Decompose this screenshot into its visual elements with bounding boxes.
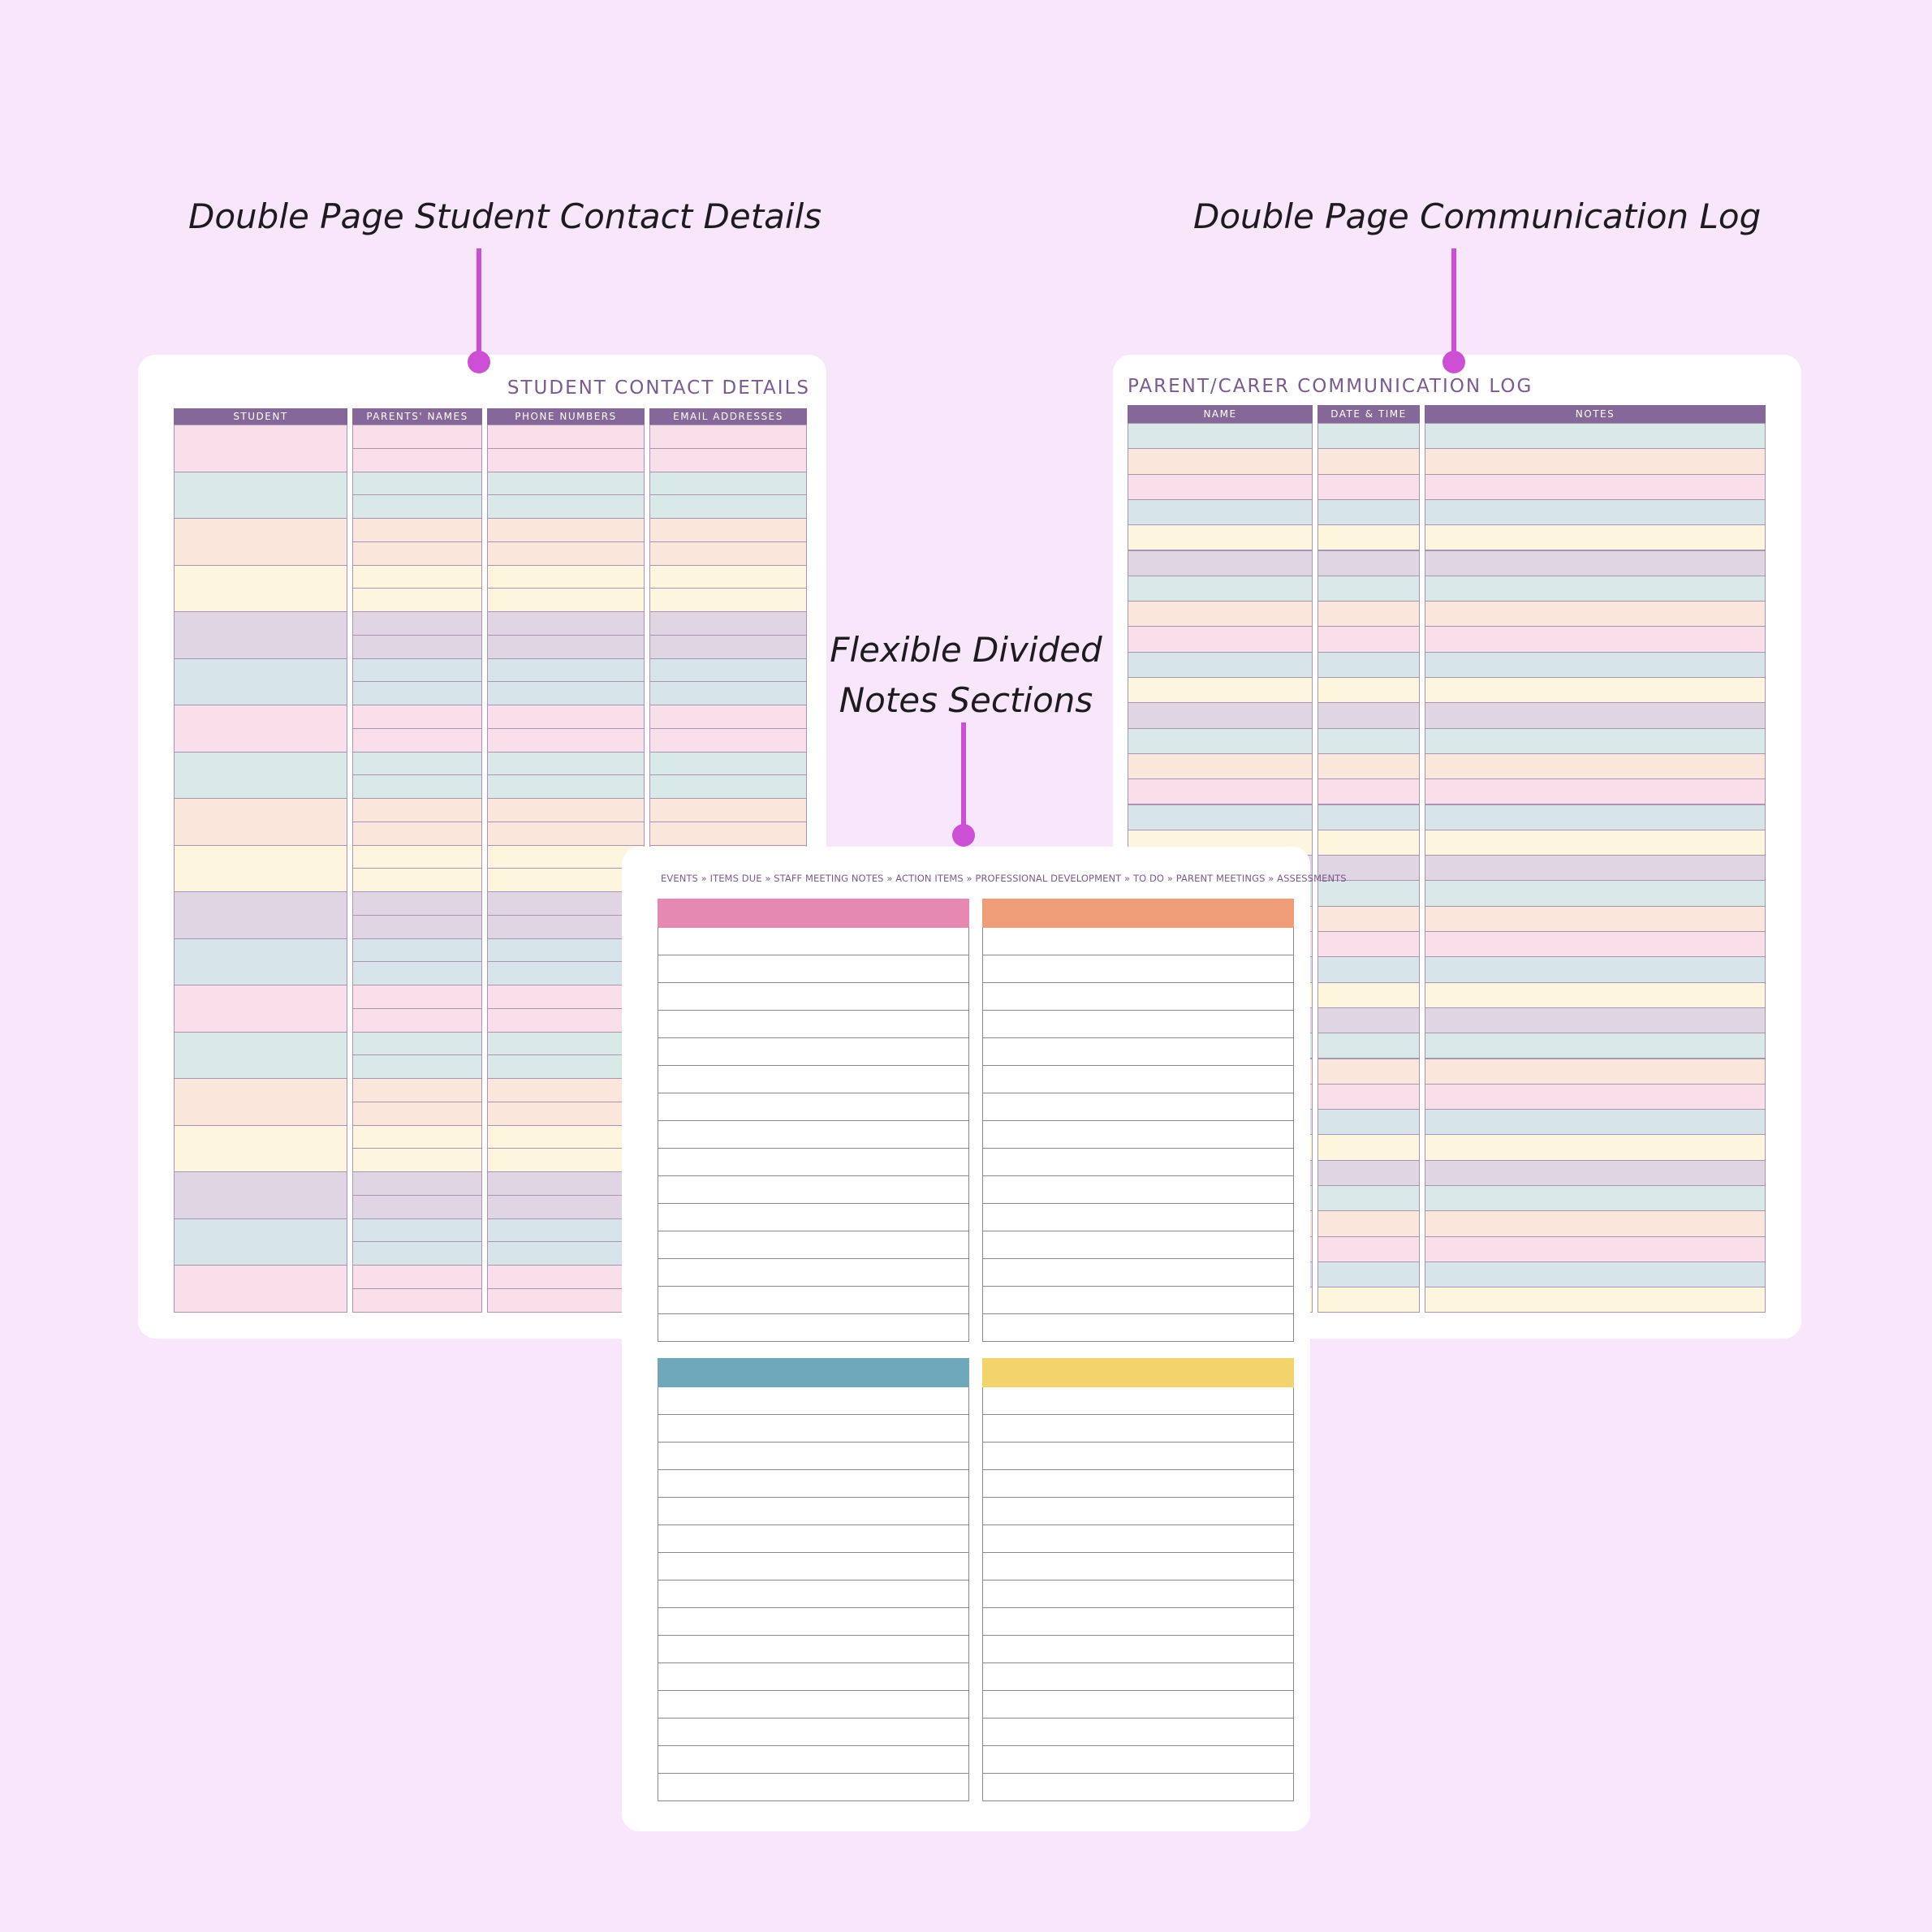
note-line (982, 1204, 1294, 1231)
log-cell (1425, 626, 1766, 652)
contact-cell (352, 961, 482, 985)
contact-cell (487, 472, 645, 496)
log-cell (1425, 524, 1766, 550)
log-cell (1317, 1033, 1420, 1059)
note-line (658, 1011, 969, 1038)
contact-cell (352, 728, 482, 753)
notes-section-tags: EVENTS » ITEMS DUE » STAFF MEETING NOTES » ACTION ITEMS » PROFESSIONAL DEVELOPMENT » TO DO » PARENT MEETINGS » ASSESSMENTS (661, 873, 1347, 884)
student-cell (174, 518, 347, 566)
log-cell (1317, 804, 1420, 830)
log-cell (1425, 423, 1766, 449)
log-cell (1128, 448, 1313, 474)
contact-cell (487, 705, 645, 729)
log-cell (1317, 1134, 1420, 1160)
log-cell (1317, 448, 1420, 474)
column-header: PHONE NUMBERS (487, 408, 645, 425)
student-col-0 (174, 408, 347, 1312)
log-cell (1425, 982, 1766, 1008)
note-line (658, 1636, 969, 1663)
contact-cell (352, 985, 482, 1009)
contact-cell (487, 961, 645, 985)
note-line (658, 1093, 969, 1121)
contact-cell (487, 1008, 645, 1033)
log-cell (1317, 982, 1420, 1008)
pointer-line-notes (961, 722, 966, 834)
log-cell (1128, 804, 1313, 830)
student-cell (174, 658, 347, 706)
student-cell (174, 705, 347, 753)
log-cell (1128, 677, 1313, 703)
contact-cell (649, 541, 807, 566)
log-cell (1425, 778, 1766, 804)
log-cell (1425, 753, 1766, 779)
student-col-1 (352, 408, 482, 1312)
notes-section-1 (658, 899, 969, 1342)
log-cell (1425, 1007, 1766, 1033)
note-line (658, 1691, 969, 1719)
contact-cell (352, 472, 482, 496)
log-cell (1425, 1160, 1766, 1186)
student-cell (174, 425, 347, 472)
log-cell (1425, 550, 1766, 576)
note-line (658, 1498, 969, 1525)
student-cell (174, 472, 347, 520)
contact-cell (352, 798, 482, 822)
note-line (658, 1774, 969, 1801)
contact-cell (487, 1241, 645, 1266)
note-line (658, 1176, 969, 1204)
log-cell (1128, 601, 1313, 627)
note-line (982, 1608, 1294, 1636)
contact-cell (352, 1218, 482, 1243)
log-cell (1425, 576, 1766, 602)
contact-cell (649, 705, 807, 729)
log-cell (1425, 804, 1766, 830)
contact-cell (487, 845, 645, 869)
caption-notes-line2: Notes Sections (839, 680, 1093, 720)
student-cell (174, 565, 347, 613)
note-line (982, 1636, 1294, 1663)
contact-cell (487, 635, 645, 659)
contact-cell (649, 565, 807, 589)
contact-cell (352, 891, 482, 916)
log-cell (1317, 499, 1420, 525)
note-line (982, 1691, 1294, 1719)
note-line (982, 1443, 1294, 1470)
note-line (658, 1470, 969, 1498)
note-line (658, 1259, 969, 1287)
contact-cell (487, 518, 645, 542)
log-cell (1128, 626, 1313, 652)
log-cell (1425, 702, 1766, 728)
student-cell (174, 1125, 347, 1173)
contact-cell (352, 1102, 482, 1126)
note-line (982, 1719, 1294, 1746)
log-cell (1317, 830, 1420, 856)
pointer-dot-student (468, 351, 490, 373)
contact-cell (352, 448, 482, 472)
contact-cell (352, 565, 482, 589)
student-cell (174, 798, 347, 846)
note-line (658, 1231, 969, 1259)
contact-cell (487, 565, 645, 589)
contact-cell (649, 798, 807, 822)
log-cell (1317, 474, 1420, 500)
note-line (658, 1553, 969, 1581)
log-cell (1425, 652, 1766, 678)
note-line (658, 1204, 969, 1231)
contact-cell (649, 658, 807, 683)
contact-cell (352, 494, 482, 519)
contact-cell (352, 518, 482, 542)
notes-section-header (658, 899, 969, 928)
log-cell (1425, 1287, 1766, 1313)
contact-cell (487, 611, 645, 636)
column-header: NAME (1128, 405, 1313, 423)
pointer-dot-notes (952, 824, 975, 847)
note-line (658, 1287, 969, 1314)
log-cell (1425, 1185, 1766, 1211)
log-cell (1317, 880, 1420, 906)
notes-section-3 (658, 1358, 969, 1801)
log-cell (1128, 423, 1313, 449)
contact-cell (352, 1265, 482, 1289)
note-line (982, 983, 1294, 1011)
contact-cell (487, 1148, 645, 1172)
contact-cell (352, 1008, 482, 1033)
contact-cell (352, 1078, 482, 1102)
note-line (982, 928, 1294, 955)
note-line (658, 1525, 969, 1553)
contact-cell (487, 1171, 645, 1196)
note-line (658, 1038, 969, 1066)
note-line (982, 1038, 1294, 1066)
contact-cell (352, 1241, 482, 1266)
contact-cell (649, 611, 807, 636)
column-header: STUDENT (174, 408, 347, 425)
contact-cell (352, 1195, 482, 1219)
contact-cell (649, 752, 807, 776)
column-header: EMAIL ADDRESSES (649, 408, 807, 425)
note-line (658, 1121, 969, 1149)
note-line (982, 1581, 1294, 1608)
note-line (982, 1259, 1294, 1287)
notes-section-header (982, 899, 1294, 928)
contact-cell (487, 915, 645, 939)
log-cell (1317, 931, 1420, 957)
note-line (658, 1719, 969, 1746)
contact-cell (487, 774, 645, 799)
note-line (658, 1663, 969, 1691)
contact-cell (352, 1288, 482, 1313)
contact-cell (487, 1102, 645, 1126)
log-cell (1425, 474, 1766, 500)
pointer-line-comm (1451, 248, 1456, 360)
contact-cell (352, 658, 482, 683)
contact-cell (487, 1125, 645, 1149)
note-line (982, 1470, 1294, 1498)
note-line (658, 928, 969, 955)
page-title-communication-log: PARENT/CARER COMMUNICATION LOG (1128, 376, 1533, 397)
log-cell (1317, 1084, 1420, 1110)
log-cell (1317, 1109, 1420, 1135)
log-cell (1317, 1185, 1420, 1211)
notes-section-header (658, 1358, 969, 1387)
student-cell (174, 752, 347, 800)
contact-cell (352, 635, 482, 659)
contact-cell (487, 541, 645, 566)
contact-cell (649, 518, 807, 542)
contact-cell (487, 822, 645, 846)
log-cell (1128, 576, 1313, 602)
contact-cell (487, 1265, 645, 1289)
log-cell (1317, 728, 1420, 754)
log-cell (1425, 499, 1766, 525)
note-line (658, 1149, 969, 1176)
log-cell (1425, 931, 1766, 957)
student-cell (174, 938, 347, 986)
contact-cell (352, 681, 482, 705)
contact-cell (352, 611, 482, 636)
note-line (658, 1608, 969, 1636)
log-cell (1317, 1160, 1420, 1186)
note-line (982, 1553, 1294, 1581)
log-cell (1128, 550, 1313, 576)
notes-section-2 (982, 899, 1294, 1342)
contact-cell (649, 588, 807, 612)
log-cell (1425, 1059, 1766, 1085)
contact-cell (487, 752, 645, 776)
student-cell (174, 891, 347, 939)
note-line (982, 1121, 1294, 1149)
note-line (658, 1581, 969, 1608)
pointer-line-student (477, 248, 481, 360)
log-cell (1317, 956, 1420, 982)
contact-cell (649, 494, 807, 519)
log-cell (1317, 550, 1420, 576)
contact-cell (649, 425, 807, 449)
contact-cell (487, 1195, 645, 1219)
caption-notes-line1: Flexible Divided (830, 630, 1102, 670)
note-line (982, 955, 1294, 983)
contact-cell (487, 588, 645, 612)
log-cell (1425, 1134, 1766, 1160)
contact-cell (352, 774, 482, 799)
note-line (982, 1774, 1294, 1801)
contact-cell (487, 1078, 645, 1102)
contact-cell (487, 728, 645, 753)
log-cell (1317, 576, 1420, 602)
contact-cell (487, 985, 645, 1009)
comm-col-1 (1317, 405, 1420, 1313)
note-line (982, 1663, 1294, 1691)
contact-cell (352, 938, 482, 963)
contact-cell (352, 541, 482, 566)
log-cell (1317, 601, 1420, 627)
log-cell (1317, 1287, 1420, 1313)
contact-cell (487, 938, 645, 963)
log-cell (1128, 778, 1313, 804)
log-cell (1128, 728, 1313, 754)
note-line (658, 1746, 969, 1774)
contact-cell (487, 1288, 645, 1313)
note-line (982, 1314, 1294, 1342)
note-line (982, 1176, 1294, 1204)
log-cell (1317, 626, 1420, 652)
note-line (982, 1011, 1294, 1038)
log-cell (1317, 1210, 1420, 1236)
contact-cell (649, 448, 807, 472)
log-cell (1425, 906, 1766, 932)
column-header: NOTES (1425, 405, 1766, 423)
contact-cell (352, 845, 482, 869)
contact-cell (352, 822, 482, 846)
log-cell (1317, 524, 1420, 550)
log-cell (1317, 1236, 1420, 1262)
log-cell (1128, 524, 1313, 550)
log-cell (1425, 1210, 1766, 1236)
log-cell (1425, 1033, 1766, 1059)
note-line (982, 1746, 1294, 1774)
pointer-dot-comm (1443, 351, 1465, 373)
caption-student-contact: Double Page Student Contact Details (188, 196, 822, 236)
contact-cell (352, 705, 482, 729)
student-cell (174, 611, 347, 659)
note-line (658, 955, 969, 983)
contact-cell (487, 681, 645, 705)
log-cell (1317, 677, 1420, 703)
log-cell (1317, 1007, 1420, 1033)
note-line (658, 983, 969, 1011)
note-line (658, 1387, 969, 1415)
contact-cell (487, 1218, 645, 1243)
contact-cell (352, 1032, 482, 1056)
log-cell (1128, 499, 1313, 525)
log-cell (1317, 423, 1420, 449)
note-line (982, 1387, 1294, 1415)
student-cell (174, 1218, 347, 1266)
log-cell (1128, 702, 1313, 728)
log-cell (1317, 906, 1420, 932)
log-cell (1317, 753, 1420, 779)
student-cell (174, 845, 347, 893)
contact-cell (487, 891, 645, 916)
log-cell (1128, 753, 1313, 779)
contact-cell (352, 1054, 482, 1079)
log-cell (1425, 1109, 1766, 1135)
log-cell (1425, 880, 1766, 906)
note-line (982, 1415, 1294, 1443)
contact-cell (352, 915, 482, 939)
log-cell (1425, 677, 1766, 703)
contact-cell (487, 448, 645, 472)
note-line (658, 1443, 969, 1470)
log-cell (1425, 956, 1766, 982)
contact-cell (352, 425, 482, 449)
log-cell (1317, 1261, 1420, 1287)
log-cell (1317, 702, 1420, 728)
log-cell (1425, 601, 1766, 627)
contact-cell (487, 798, 645, 822)
log-cell (1425, 1261, 1766, 1287)
log-cell (1425, 1236, 1766, 1262)
student-cell (174, 1032, 347, 1080)
log-cell (1317, 1059, 1420, 1085)
log-cell (1425, 1084, 1766, 1110)
student-col-2 (487, 408, 645, 1312)
contact-cell (352, 868, 482, 892)
student-cell (174, 1078, 347, 1126)
contact-cell (487, 1032, 645, 1056)
log-cell (1128, 652, 1313, 678)
page-title-student-contact: STUDENT CONTACT DETAILS (507, 377, 810, 399)
note-line (658, 1415, 969, 1443)
log-cell (1317, 778, 1420, 804)
note-line (982, 1231, 1294, 1259)
student-cell (174, 1265, 347, 1313)
contact-cell (352, 1125, 482, 1149)
column-header: DATE & TIME (1317, 405, 1420, 423)
contact-cell (487, 658, 645, 683)
contact-cell (352, 1171, 482, 1196)
contact-cell (352, 1148, 482, 1172)
student-cell (174, 1171, 347, 1219)
contact-cell (649, 635, 807, 659)
contact-cell (487, 1054, 645, 1079)
notes-section-header (982, 1358, 1294, 1387)
notes-section-4 (982, 1358, 1294, 1801)
log-cell (1425, 830, 1766, 856)
note-line (982, 1093, 1294, 1121)
contact-cell (352, 752, 482, 776)
log-cell (1425, 855, 1766, 881)
contact-cell (649, 728, 807, 753)
comm-col-2 (1425, 405, 1766, 1313)
log-cell (1128, 474, 1313, 500)
log-cell (1425, 448, 1766, 474)
contact-cell (487, 868, 645, 892)
caption-notes-sections (812, 625, 1120, 726)
contact-cell (649, 472, 807, 496)
contact-cell (649, 822, 807, 846)
note-line (982, 1525, 1294, 1553)
notes-page (622, 847, 1347, 1831)
note-line (982, 1498, 1294, 1525)
contact-cell (487, 425, 645, 449)
contact-cell (352, 588, 482, 612)
note-line (982, 1149, 1294, 1176)
contact-cell (649, 774, 807, 799)
student-cell (174, 985, 347, 1033)
note-line (658, 1314, 969, 1342)
contact-cell (649, 681, 807, 705)
note-line (982, 1066, 1294, 1093)
note-line (982, 1287, 1294, 1314)
log-cell (1317, 652, 1420, 678)
log-cell (1425, 728, 1766, 754)
column-header: PARENTS' NAMES (352, 408, 482, 425)
caption-communication-log: Double Page Communication Log (1193, 196, 1762, 236)
note-line (658, 1066, 969, 1093)
contact-cell (487, 494, 645, 519)
